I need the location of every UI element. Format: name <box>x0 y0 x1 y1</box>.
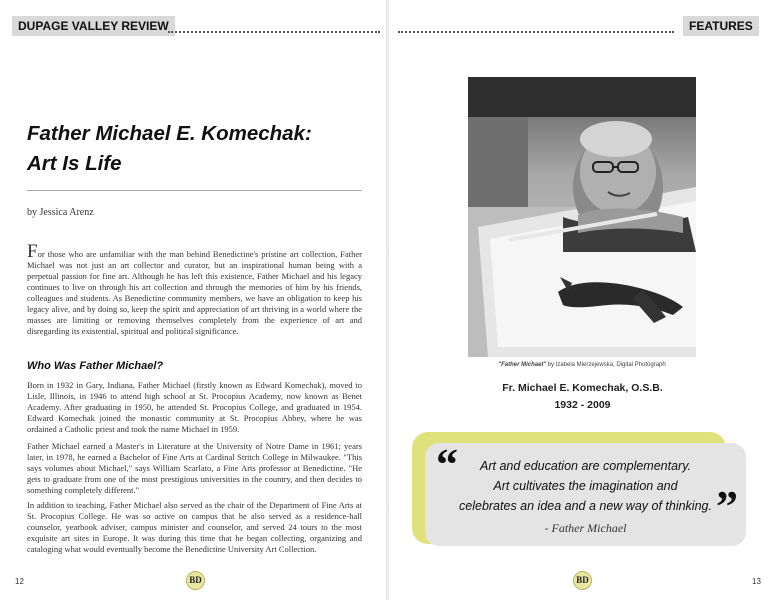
pull-quote-line-2: Art cultivates the imagination and <box>493 479 678 493</box>
memorial-years: 1932 - 2009 <box>554 399 611 411</box>
article-title <box>27 119 372 179</box>
close-quote-mark: ” <box>716 482 738 531</box>
page-number-left: 12 <box>15 577 24 586</box>
memorial-name-block <box>440 380 725 414</box>
section-header-tag: FEATURES <box>683 16 759 36</box>
portrait-photo-illustration <box>468 77 696 357</box>
memorial-name: Fr. Michael E. Komechak, O.S.B. <box>502 382 663 394</box>
open-quote-mark: “ <box>436 440 458 489</box>
section-subheading: Who Was Father Michael? <box>27 360 164 372</box>
photo-caption-credit: by Izabela Mierzejewska, Digital Photograph <box>545 362 666 368</box>
intro-paragraph <box>27 241 362 337</box>
university-logo-icon: BD <box>186 571 205 590</box>
portrait-photo <box>468 77 696 357</box>
publication-header-tag: DUPAGE VALLEY REVIEW <box>12 16 175 36</box>
intro-text: or those who are unfamiliar with the man behind Benedictine's pristine art collection, Father Michael was not just an art collector and curator, but an inspirational human being with a perpetual passion for fine art. Although he has left this existence, Father Michael and his legacy continues to live on through his art collection and through the memories of him by his friends, colleagues and students. As Benedictine community members, we have an obligation to keep his legacy alive, and by doing so, keep the spirit and appreciation of art thriving in a world where the masses are limiting or removing themselves completely from the experience of art and disregarding its existential, spiritual and political significance. <box>27 249 362 336</box>
body-paragraph-3: In addition to teaching, Father Michael also served as the chair of the Department of Fine Arts at St. Procopius College. He was so active on campus that he also served as a residence-hall counselor, yearbook adviser, campus minister and counselor, and served 24 tours to the most exquisite art sites in Europe. It was during this time that he began collecting, organizing and cataloging what would eventually become the Benedictine University Art Collection. <box>27 500 362 554</box>
byline: by Jessica Arenz <box>27 207 94 218</box>
title-divider <box>27 190 362 191</box>
body-paragraph-1: Born in 1932 in Gary, Indiana, Father Michael (firstly known as Edward Komechak), moved to Lisle, Illinois, in 1946 to attend high school at St. Procopius Academy, now known as Benet Academy. After graduating in 1950, he attended St. Procopius College, and graduated in 1954. Edward Komechak joined the monastic community at St. Procopius Abbey, where he was ordained a Catholic priest and took the name Michael in 1959. <box>27 380 362 434</box>
body-paragraph-2: Father Michael earned a Master's in Literature at the University of Notre Dame in 1961; years later, in 1978, he earned a Bachelor of Fine Arts at Cardinal Stritch College in Milwaukee. "This says volumes about Michael," says William Scarlato, a Fine Arts professor at Benedictine. "He gets to graduate from one of the most prestigious universities in the country, and then decides to something completely different." <box>27 441 362 495</box>
left-page <box>0 0 388 600</box>
page-number-right: 13 <box>752 577 761 586</box>
pull-quote-line-1: Art and education are complementary. <box>480 459 691 473</box>
university-logo-icon-right: BD <box>573 571 592 590</box>
header-dotted-rule <box>168 31 380 33</box>
quote-attribution: - Father Michael <box>544 521 627 535</box>
photo-caption-title: "Father Michael" <box>498 362 546 368</box>
article-title-line-2: Art Is Life <box>27 152 122 175</box>
pull-quote-line-3: celebrates an idea and a new way of thinking. <box>459 499 712 513</box>
pull-quote <box>425 456 746 516</box>
drop-cap: F <box>27 241 38 262</box>
photo-caption <box>468 362 696 368</box>
header-dotted-rule-right <box>398 31 674 33</box>
article-title-line-1: Father Michael E. Komechak: <box>27 122 312 145</box>
